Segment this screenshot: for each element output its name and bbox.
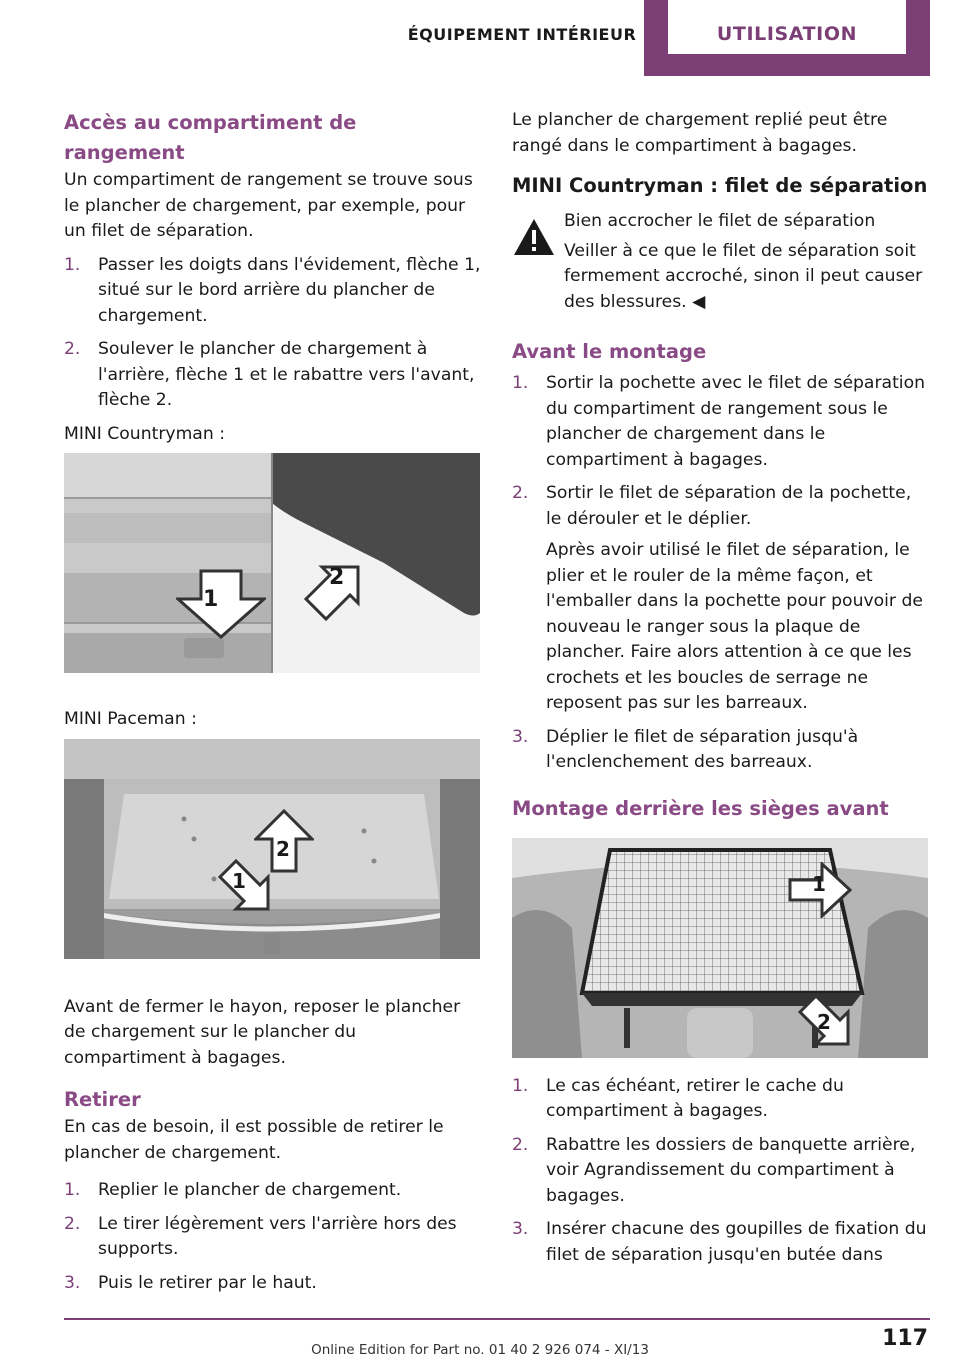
- paragraph-remove-intro: En cas de besoin, il est possible de retirer le plancher de chargement.: [64, 1117, 444, 1163]
- step-text: Le cas échéant, retirer le cache du compartiment à bagages.: [546, 1075, 844, 1121]
- heading-remove: Retirer: [64, 1088, 141, 1111]
- list-item: [512, 481, 932, 717]
- paragraph-close-tailgate: Avant de fermer le hayon, reposer le plancher de chargement sur le plancher du compartiment à bagages.: [64, 996, 461, 1068]
- step-text: Soulever le plancher de chargement à l'arrière, flèche 1 et le rabattre vers l'avant, flèche 2.: [98, 339, 475, 410]
- warning-triangle-icon: [512, 217, 556, 257]
- warning-text: Veiller à ce que le filet de séparation soit fermement accroché, sinon il peut causer des blessures. ◀: [564, 240, 923, 312]
- figure-partition-net: [512, 838, 928, 1058]
- list-item: [64, 1178, 482, 1204]
- header-section-title: ÉQUIPEMENT INTÉRIEUR: [407, 25, 637, 44]
- step-number: 1.: [512, 373, 529, 393]
- callout-label-1: 1: [203, 587, 219, 612]
- arrow-down-icon: [176, 569, 266, 639]
- list-item: [512, 371, 932, 473]
- step-text: Sortir le filet de séparation de la pochette, le dérouler et le déplier.: [546, 483, 912, 529]
- step-number: 1.: [512, 1075, 529, 1096]
- left-column: [64, 108, 482, 1304]
- header-chapter-tab: UTILISATION: [668, 0, 906, 54]
- label-countryman: MINI Countryman :: [64, 423, 225, 444]
- step-number: 3.: [512, 1219, 529, 1239]
- list-item: [64, 1212, 482, 1263]
- steps-remove-list: [64, 1178, 482, 1296]
- step-number: 3.: [64, 1272, 81, 1293]
- step-text: Insérer chacune des goupilles de fixation du filet de séparation jusqu'en butée dans: [546, 1219, 927, 1265]
- step-text: Replier le plancher de chargement.: [98, 1180, 402, 1200]
- step-text: Le tirer légèrement vers l'arrière hors des supports.: [98, 1213, 457, 1259]
- step-number: 2.: [64, 1213, 81, 1234]
- step-text: Passer les doigts dans l'évidement, flèche 1, situé sur le bord arrière du plancher de chargement.: [98, 254, 481, 326]
- step-number: 2.: [512, 483, 529, 503]
- step-number: 1.: [64, 254, 81, 275]
- step-note: Après avoir utilisé le filet de séparation, le plier et le rouler de la même façon, et l'emballer dans la pochette pour pouvoir de nouveau le ranger sous la plaque de plancher. Faire alors attention à ce que les crochets et les boucles de serrage ne reposent pas sur les barreaux.: [546, 540, 923, 713]
- list-item: [64, 1271, 482, 1297]
- right-column: [512, 108, 932, 1276]
- list-item: [512, 725, 932, 776]
- warning-box: [512, 209, 932, 315]
- page-number: 117: [882, 1326, 928, 1351]
- step-number: 2.: [512, 1134, 529, 1155]
- step-text: Puis le retirer par le haut.: [98, 1272, 317, 1293]
- callout-label-1: 1: [232, 868, 246, 893]
- steps-mount-list: [512, 1074, 932, 1269]
- list-item: [64, 337, 482, 414]
- label-paceman: MINI Paceman :: [64, 709, 197, 729]
- heading-partition-net: MINI Countryman : filet de séparation: [512, 174, 928, 197]
- heading-before-mounting: Avant le montage: [512, 340, 707, 363]
- step-text: Déplier le filet de séparation jusqu'à l'enclenchement des barreaux.: [546, 726, 859, 772]
- steps-before-list: [512, 371, 932, 776]
- step-number: 2.: [64, 339, 81, 359]
- edition-note: Online Edition for Part no. 01 40 2 926 074 - XI/13: [311, 1342, 649, 1358]
- step-text: Rabattre les dossiers de banquette arrière, voir Agrandissement du compartiment à bagages.: [546, 1134, 916, 1206]
- figure-countryman-floor: [64, 453, 480, 673]
- paragraph-storage-intro: Un compartiment de rangement se trouve sous le plancher de chargement, par exemple, pour un filet de séparation.: [64, 170, 473, 241]
- list-item: [64, 253, 482, 330]
- heading-storage-access: Accès au compartiment de rangement: [64, 111, 357, 164]
- heading-mount-front-seats: Montage derrière les sièges avant: [512, 796, 889, 820]
- list-item: [512, 1133, 932, 1210]
- warning-text-first: [512, 239, 932, 316]
- list-item: [512, 1074, 932, 1125]
- callout-label-2: 2: [817, 1009, 831, 1034]
- warning-title: Bien accrocher le filet de séparation: [564, 211, 876, 231]
- step-number: 1.: [64, 1180, 81, 1200]
- page-footer: [0, 1318, 960, 1362]
- step-text: Sortir la pochette avec le filet de séparation du compartiment de rangement sous le plancher de chargement dans le compartiment à bagages.: [546, 373, 925, 470]
- callout-label-1: 1: [812, 871, 826, 896]
- list-item: [512, 1217, 932, 1268]
- callout-label-2: 2: [329, 565, 345, 590]
- footer-divider: [64, 1318, 930, 1320]
- paragraph-floor-stored: Le plancher de chargement replié peut être rangé dans le compartiment à bagages.: [512, 110, 888, 156]
- step-number: 3.: [512, 726, 529, 747]
- steps-access-list: [64, 253, 482, 414]
- figure-paceman-trunk: [64, 739, 480, 959]
- callout-label-2: 2: [276, 836, 290, 861]
